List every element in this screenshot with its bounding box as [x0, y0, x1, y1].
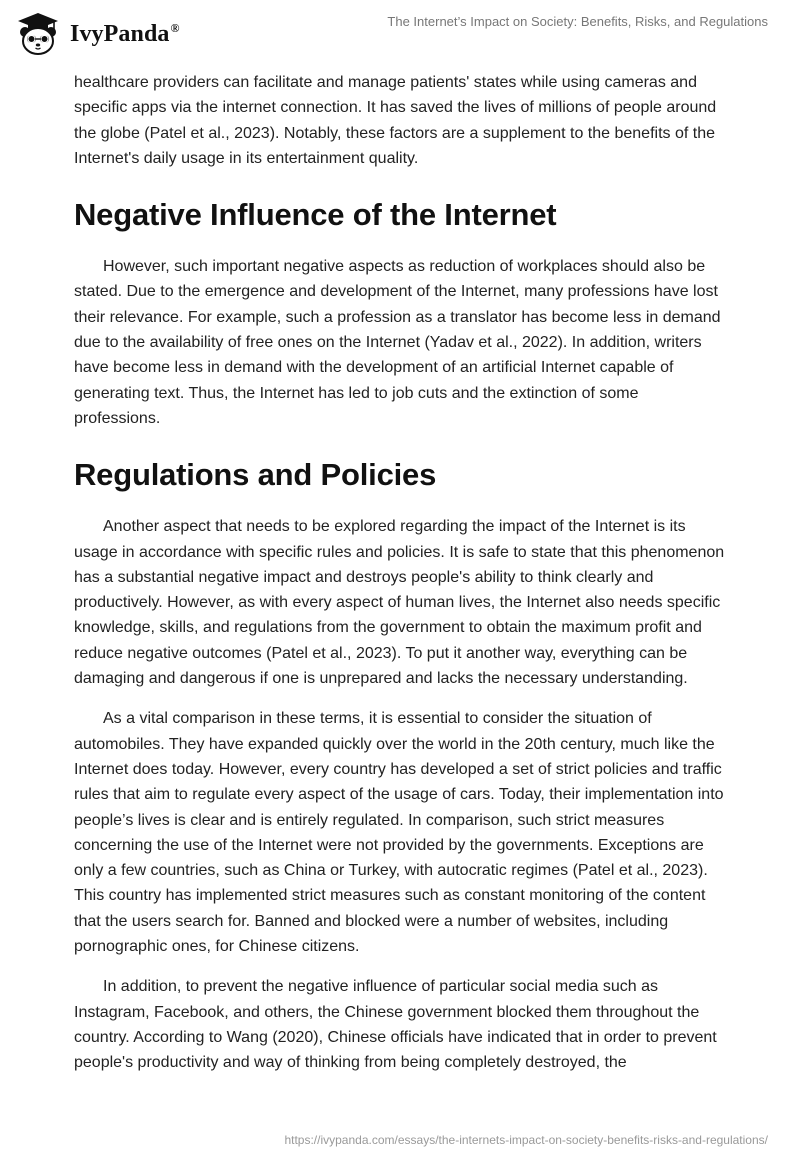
- paragraph-regulations-2: As a vital comparison in these terms, it is essential to consider the situation of automobiles. They have expanded quickly over the world in the 20th century, much like the Internet does today. However, every country has developed a set of strict policies and traffic rules that aim to regulate every aspect of the usage of cars. Today, their implementation into people’s lives is clear and is entirely regulated. In comparison, such strict measures concerning the use of the Internet were not provided by the governments. Exceptions are only a few countries, such as China or Turkey, with autocratic regimes (Patel et al., 2023). This country has implemented strict measures such as constant monitoring of the content that the users search for. Banned and blocked were a number of websites, including pornographic ones, for Chinese citizens.: [74, 710, 724, 956]
- paragraph-regulations-3: In addition, to prevent the negative influence of particular social media such as Instagram, Facebook, and others, the Chinese government blocked them throughout the country. According to Wang (2020), Chinese officials have indicated that in order to prevent people's productivity and way of thinking from being completely destroyed, the: [74, 978, 717, 1072]
- intro-paragraph: healthcare providers can facilitate and manage patients' states while using cameras and specific apps via the internet connection. It has saved the lives of millions of people around the globe (Patel et al., 2023). Notably, these factors are a supplement to the benefits of the Internet's daily usage in its entertainment quality.: [74, 74, 717, 167]
- registered-mark: ®: [170, 20, 180, 35]
- brand-name: IvyPanda®: [70, 20, 180, 47]
- paragraph-negative-influence-1: However, such important negative aspects as reduction of workplaces should also be stated. Due to the emergence and development of the Internet, many professions have lost their relevance. For example, such a profession as a translator has become less in demand due to the availability of free ones on the Internet (Yadav et al., 2022). In addition, writers have become less in demand with the development of an artificial Internet capable of generating text. Thus, the Internet has led to job cuts and the extinction of some professions.: [74, 258, 721, 427]
- source-url-link[interactable]: https://ivypanda.com/essays/the-internets-impact-on-society-benefits-risks-and-regulations/: [284, 1133, 768, 1147]
- section-heading-regulations-policies: Regulations and Policies: [74, 457, 437, 493]
- paragraph-regulations-1: Another aspect that needs to be explored regarding the impact of the Internet is its usage in accordance with specific rules and policies. It is safe to state that this phenomenon has a substantial negative impact and destroys people's ability to think clearly and productively. However, as with every aspect of human lives, the Internet also needs specific knowledge, skills, and regulations from the government to obtain the maximum profit and reduce negative outcomes (Patel et al., 2023). To put it another way, everything can be damaging and dangerous if one is unprepared and lacks the necessary understanding.: [74, 518, 725, 688]
- ivypanda-logo[interactable]: [14, 10, 180, 58]
- running-title: The Internet’s Impact on Society: Benefits, Risks, and Regulations: [387, 14, 768, 29]
- article-body: [74, 70, 726, 1076]
- section-heading-negative-influence: Negative Influence of the Internet: [74, 197, 557, 233]
- page-header: [0, 0, 800, 72]
- panda-graduate-icon: [14, 10, 62, 58]
